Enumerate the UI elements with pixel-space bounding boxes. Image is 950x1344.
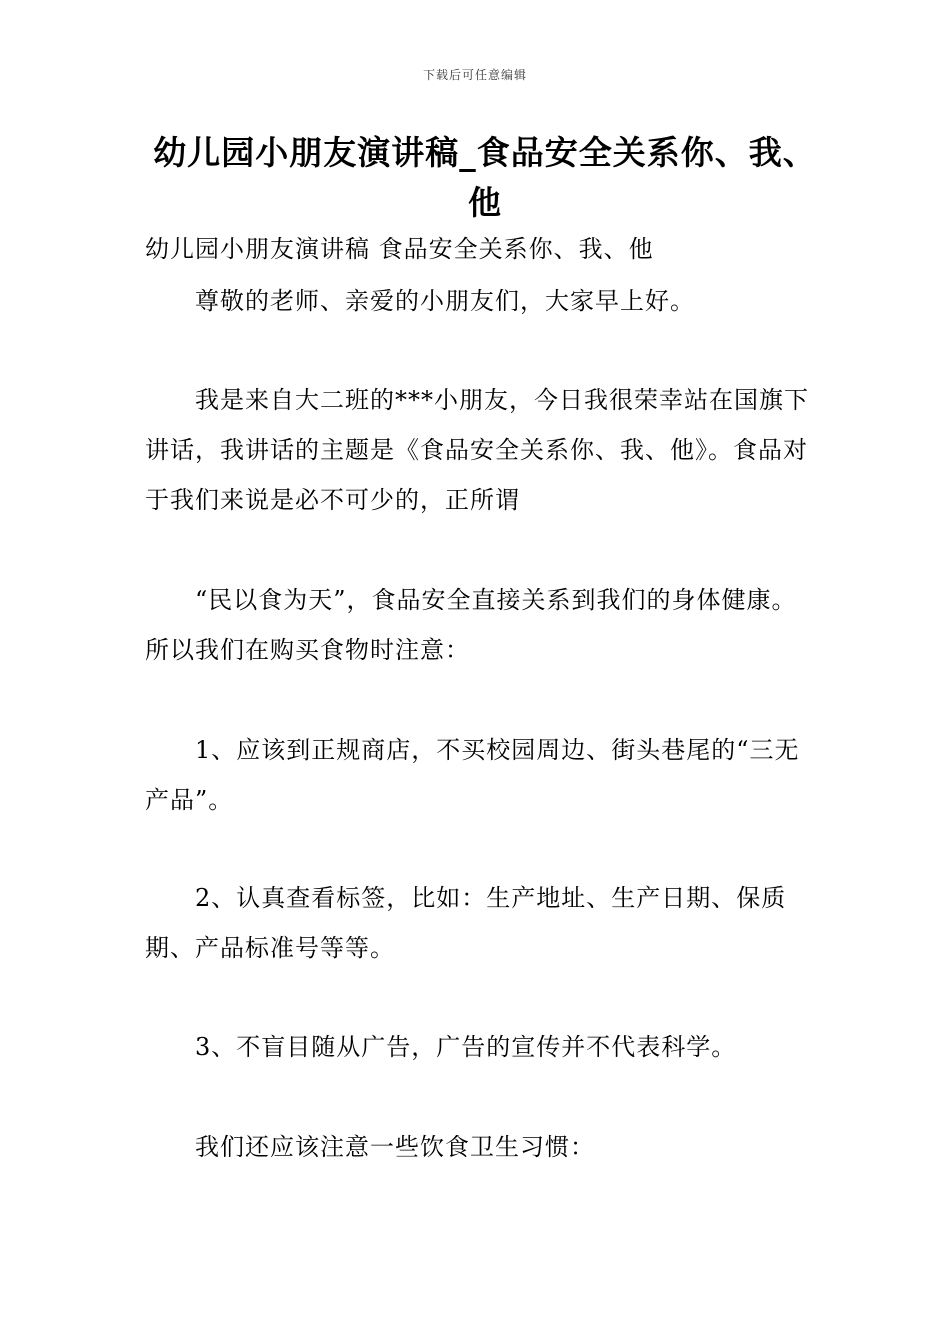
- subtitle-line: 幼儿园小朋友演讲稿 食品安全关系你、我、他: [145, 235, 654, 263]
- habits-paragraph: 我们还应该注意一些饮食卫生习惯：: [195, 1133, 595, 1161]
- point-2-paragraph: 2、认真查看标签，比如：生产地址、生产日期、保质期、产品标准号等等。: [145, 884, 787, 962]
- header-note: 下载后可任意编辑: [422, 68, 527, 82]
- greeting-paragraph: 尊敬的老师、亲爱的小朋友们，大家早上好。: [195, 287, 695, 315]
- point-1-paragraph: 1、应该到正规商店，不买校园周边、街头巷尾的“三无产品”。: [145, 736, 800, 814]
- document-title: 幼儿园小朋友演讲稿_食品安全关系你、我、他: [153, 133, 817, 222]
- point-3-paragraph: 3、不盲目随从广告，广告的宣传并不代表科学。: [195, 1033, 737, 1061]
- saying-paragraph: “民以食为天”，食品安全直接关系到我们的身体健康。所以我们在购买食物时注意：: [145, 586, 797, 664]
- intro-paragraph: 我是来自大二班的***小朋友，今日我很荣幸站在国旗下讲话，我讲话的主题是《食品安全关系你、我、他》。食品对于我们来说是必不可少的，正所谓: [145, 386, 809, 514]
